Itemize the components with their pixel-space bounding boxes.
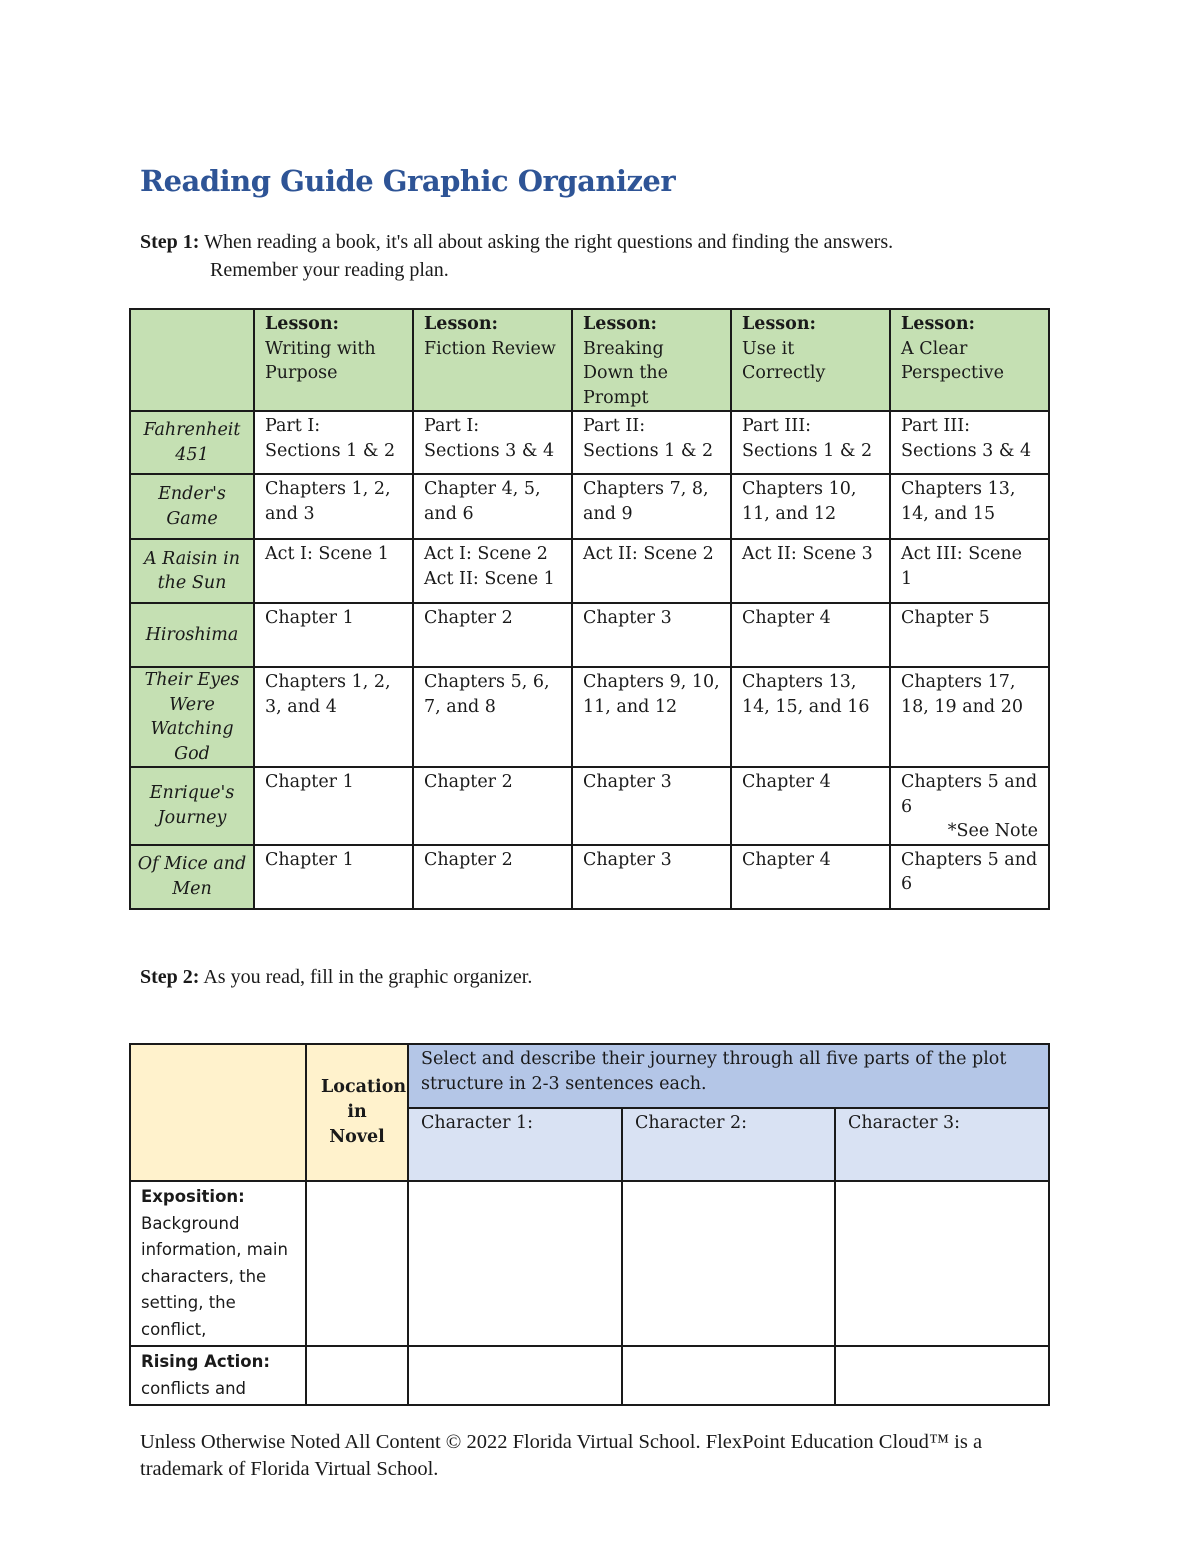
- schedule-text: Part III: Sections 3 & 4: [901, 416, 1032, 461]
- step-2-instructions: [140, 963, 1100, 991]
- lesson-name: Breaking Down the Prompt: [583, 338, 669, 408]
- schedule-cell: Chapter 4, 5, and 6: [413, 474, 572, 539]
- schedule-cell: Chapter 1: [254, 845, 413, 909]
- schedule-cell: Chapter 2: [413, 845, 572, 909]
- schedule-cell: Chapters 1, 2, and 3: [254, 474, 413, 539]
- schedule-cell: [572, 411, 731, 474]
- schedule-cell: [413, 411, 572, 474]
- location-header: Location in Novel: [306, 1044, 408, 1181]
- schedule-cell: Chapters 7, 8, and 9: [572, 474, 731, 539]
- schedule-cell: [890, 539, 1049, 603]
- schedule-text: Act I: Scene 2 Act II: Scene 1: [424, 544, 555, 589]
- character-3-input-cell[interactable]: [835, 1346, 1049, 1405]
- schedule-cell: [731, 411, 890, 474]
- character-2-input-cell[interactable]: [622, 1346, 835, 1405]
- schedule-text: Act II: Scene 3: [742, 544, 873, 564]
- book-row: [130, 845, 1049, 909]
- lesson-label: Lesson:: [742, 314, 816, 334]
- book-row: [130, 411, 1049, 474]
- book-title: Fahrenheit 451: [130, 411, 254, 474]
- book-title: Ender's Game: [130, 474, 254, 539]
- schedule-cell: Chapter 3: [572, 767, 731, 845]
- corner-cell: [130, 1044, 306, 1181]
- schedule-cell: Chapter 3: [572, 845, 731, 909]
- schedule-text: Chapters 5 and 6: [901, 772, 1038, 817]
- book-title: Enrique's Journey: [130, 767, 254, 845]
- plot-stage-row: [130, 1181, 1049, 1346]
- book-row: [130, 667, 1049, 767]
- lesson-header: [572, 309, 731, 411]
- book-title: Their Eyes Were Watching God: [130, 667, 254, 767]
- lesson-label: Lesson:: [265, 314, 339, 334]
- stage-cell: [130, 1181, 306, 1346]
- schedule-text: Act I: Scene 1: [265, 544, 389, 564]
- lesson-header-row: [130, 309, 1049, 411]
- schedule-cell: Chapter 2: [413, 603, 572, 667]
- book-row: [130, 474, 1049, 539]
- plot-stage-row: [130, 1346, 1049, 1405]
- book-row: [130, 539, 1049, 603]
- lesson-label: Lesson:: [901, 314, 975, 334]
- character-3-input-cell[interactable]: [835, 1181, 1049, 1346]
- lesson-header: [890, 309, 1049, 411]
- character-2-input-cell[interactable]: [622, 1181, 835, 1346]
- schedule-cell: Chapter 4: [731, 603, 890, 667]
- schedule-cell: Chapter 4: [731, 767, 890, 845]
- book-row: [130, 603, 1049, 667]
- organizer-header-row: [130, 1044, 1049, 1108]
- lesson-label: Lesson:: [424, 314, 498, 334]
- schedule-text: Part I: Sections 3 & 4: [424, 416, 555, 461]
- schedule-cell: Chapters 13, 14, 15, and 16: [731, 667, 890, 767]
- page-title: Reading Guide Graphic Organizer: [140, 164, 676, 198]
- step-1-label: Step 1:: [140, 231, 200, 253]
- schedule-cell: Chapter 1: [254, 767, 413, 845]
- character-1-header: Character 1:: [408, 1108, 622, 1181]
- schedule-cell: Chapters 5, 6, 7, and 8: [413, 667, 572, 767]
- character-2-header: Character 2:: [622, 1108, 835, 1181]
- location-input-cell[interactable]: [306, 1346, 408, 1405]
- schedule-cell: [890, 411, 1049, 474]
- schedule-cell: Chapter 5: [890, 603, 1049, 667]
- lesson-header: [413, 309, 572, 411]
- character-1-input-cell[interactable]: [408, 1181, 622, 1346]
- corner-cell: [130, 309, 254, 411]
- lesson-header: [254, 309, 413, 411]
- stage-name: Rising Action:: [141, 1352, 270, 1371]
- lesson-name: Use it Correctly: [742, 338, 826, 383]
- schedule-cell: Chapters 13, 14, and 15: [890, 474, 1049, 539]
- schedule-cell: Chapter 1: [254, 603, 413, 667]
- schedule-cell: Chapters 10, 11, and 12: [731, 474, 890, 539]
- schedule-cell: Chapter 3: [572, 603, 731, 667]
- schedule-cell: [254, 411, 413, 474]
- schedule-cell: Chapters 5 and 6: [890, 845, 1049, 909]
- book-row: [130, 767, 1049, 845]
- schedule-cell: [731, 539, 890, 603]
- stage-cell: [130, 1346, 306, 1405]
- step-1-instructions: [140, 228, 1100, 284]
- step-1-text-2: Remember your reading plan.: [210, 259, 449, 281]
- schedule-cell: [413, 539, 572, 603]
- book-title: Of Mice and Men: [130, 845, 254, 909]
- stage-description: Background information, main characters, the setting, the conflict,: [141, 1213, 288, 1339]
- character-3-header: Character 3:: [835, 1108, 1049, 1181]
- stage-name: Exposition:: [141, 1187, 245, 1206]
- location-input-cell[interactable]: [306, 1181, 408, 1346]
- copyright-footer: Unless Otherwise Noted All Content © 2022 Florida Virtual School. FlexPoint Education Cloud™ is a trademark of Florida Virtual School.: [140, 1431, 983, 1480]
- character-1-input-cell[interactable]: [408, 1346, 622, 1405]
- schedule-cell: Chapters 1, 2, 3, and 4: [254, 667, 413, 767]
- step-1-text: When reading a book, it's all about asking the right questions and finding the answers.: [199, 231, 894, 253]
- schedule-text: Part III: Sections 1 & 2: [742, 416, 873, 461]
- schedule-cell: Chapters 9, 10, 11, and 12: [572, 667, 731, 767]
- schedule-cell: [890, 767, 1049, 845]
- reading-plan-table: [129, 308, 1050, 910]
- lesson-name: Fiction Review: [424, 338, 556, 359]
- schedule-text: Act III: Scene 1: [901, 544, 1023, 589]
- step-2-label: Step 2:: [140, 966, 200, 988]
- lesson-label: Lesson:: [583, 314, 657, 334]
- schedule-text: Act II: Scene 2: [583, 544, 714, 564]
- lesson-name: A Clear Perspective: [901, 338, 1004, 383]
- schedule-cell: Chapters 17, 18, 19 and 20: [890, 667, 1049, 767]
- lesson-header: [731, 309, 890, 411]
- journey-instructions-header: Select and describe their journey through all five parts of the plot structure in 2-3 sentences each.: [408, 1044, 1049, 1108]
- see-note: *See Note: [947, 821, 1038, 841]
- schedule-cell: [572, 539, 731, 603]
- book-title: A Raisin in the Sun: [130, 539, 254, 603]
- book-title: Hiroshima: [130, 603, 254, 667]
- stage-description: conflicts and: [141, 1378, 247, 1398]
- schedule-cell: [254, 539, 413, 603]
- lesson-name: Writing with Purpose: [265, 338, 376, 383]
- schedule-cell: Chapter 2: [413, 767, 572, 845]
- schedule-cell: Chapter 4: [731, 845, 890, 909]
- schedule-text: Part II: Sections 1 & 2: [583, 416, 714, 461]
- graphic-organizer-table: [129, 1043, 1050, 1406]
- step-2-text: As you read, fill in the graphic organizer.: [199, 966, 533, 988]
- schedule-text: Part I: Sections 1 & 2: [265, 416, 396, 461]
